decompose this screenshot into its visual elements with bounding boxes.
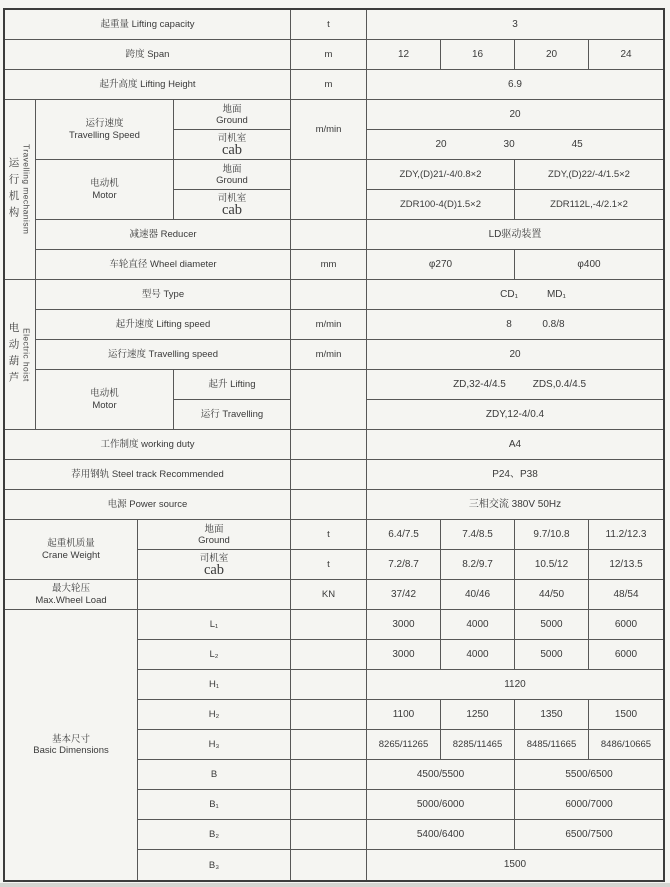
value-hoist-motor-travelling: ZDY,12-4/0.4 (367, 400, 663, 430)
unit-power-source-empty (291, 490, 367, 520)
unit-dim-b3-empty (291, 850, 367, 880)
unit-dim-l1-empty (291, 610, 367, 640)
scan-bottom-edge (0, 883, 670, 887)
sublabel-ground-en: Ground (216, 114, 248, 126)
unit-dim-h1-empty (291, 670, 367, 700)
group-electric-hoist-cn: 电动葫芦 (7, 321, 20, 388)
value-b2-right: 6500/7500 (515, 820, 663, 850)
value-l2-3: 5000 (515, 640, 589, 670)
value-motor-cab-right: ZDR112L,-4/2.1×2 (515, 190, 663, 220)
group-travelling-mechanism-en: Travelling mechanism (21, 144, 32, 235)
value-max-wheel-1: 37/42 (367, 580, 441, 610)
value-b-right: 5500/6500 (515, 760, 663, 790)
value-h3-2: 8285/11465 (441, 730, 515, 760)
value-motor-ground-right: ZDY,(D)22/-4/1.5×2 (515, 160, 663, 190)
sublabel-motor-ground (174, 160, 291, 190)
label-hoist-motor (36, 370, 174, 430)
value-motor-ground-left: ZDY,(D)21/-4/0.8×2 (367, 160, 515, 190)
sublabel-dim-l1: L₁ (138, 610, 291, 640)
unit-dim-h3-empty (291, 730, 367, 760)
sublabel-dim-h2: H₂ (138, 700, 291, 730)
value-weight-ground-2: 7.4/8.5 (441, 520, 515, 550)
value-weight-ground-1: 6.4/7.5 (367, 520, 441, 550)
value-b1-right: 6000/7000 (515, 790, 663, 820)
value-reducer: LD驱动装置 (367, 220, 663, 250)
sublabel-weight-cab (138, 550, 291, 580)
unit-dim-b2-empty (291, 820, 367, 850)
value-l2-2: 4000 (441, 640, 515, 670)
label-basic-dimensions-en: Basic Dimensions (33, 745, 109, 756)
value-span-24: 24 (589, 40, 663, 70)
value-wheel-diameter-left: φ270 (367, 250, 515, 280)
value-hoist-travel-speed: 20 (367, 340, 663, 370)
value-weight-cab-4: 12/13.5 (589, 550, 663, 580)
value-weight-cab-1: 7.2/8.7 (367, 550, 441, 580)
value-hoist-motor-lifting (367, 370, 663, 400)
value-lifting-speed (367, 310, 663, 340)
label-hoist-motor-cn: 电动机 (90, 388, 119, 399)
unit-hoist-travel-speed: m/min (291, 340, 367, 370)
value-lifting-speed-1: 8 (506, 318, 512, 330)
sublabel-motor-ground-en: Ground (216, 174, 248, 186)
label-travel-speed-en: Travelling Speed (69, 129, 140, 141)
sublabel-motor-ground-cn: 地面 (222, 163, 242, 175)
crane-spec-table (3, 8, 665, 882)
label-reducer: 减速器 Reducer (36, 220, 291, 250)
sublabel-dim-b3: B₃ (138, 850, 291, 880)
label-crane-weight-cn: 起重机质量 (47, 538, 95, 549)
unit-weight-cab: t (291, 550, 367, 580)
label-lifting-height: 起升高度 Lifting Height (5, 70, 291, 100)
value-weight-ground-3: 9.7/10.8 (515, 520, 589, 550)
label-crane-weight-en: Crane Weight (42, 549, 100, 561)
value-hoist-motor-lifting-2: ZDS,0.4/4.5 (532, 378, 587, 390)
value-h2-1: 1100 (367, 700, 441, 730)
value-lifting-height: 6.9 (367, 70, 663, 100)
value-working-duty: A4 (367, 430, 663, 460)
value-steel-track: P24、P38 (367, 460, 663, 490)
value-power-source: 三相交流 380V 50Hz (367, 490, 663, 520)
unit-type-empty (291, 280, 367, 310)
value-b1-left: 5000/6000 (367, 790, 515, 820)
sublabel-motor-cab-en: cab (221, 201, 243, 218)
value-b3: 1500 (503, 859, 527, 870)
value-travel-speed-cab (367, 130, 663, 160)
value-max-wheel-4: 48/54 (589, 580, 663, 610)
value-h3-3: 8485/11665 (515, 730, 589, 760)
unit-steel-track-empty (291, 460, 367, 490)
value-weight-cab-3: 10.5/12 (515, 550, 589, 580)
label-travel-motor-cn: 电动机 (90, 178, 119, 189)
unit-dim-b-empty (291, 760, 367, 790)
label-travel-speed (36, 100, 174, 160)
label-max-wheel-load-en: Max.Wheel Load (35, 594, 107, 606)
label-lifting-speed: 起升速度 Lifting speed (36, 310, 291, 340)
sublabel-dim-b1: B₁ (138, 790, 291, 820)
label-travel-speed-cn: 运行速度 (85, 118, 124, 129)
label-span: 跨度 Span (5, 40, 291, 70)
unit-max-wheel-load: KN (291, 580, 367, 610)
value-h3-1: 8265/11265 (367, 730, 441, 760)
sublabel-hoist-travelling: 运行 Travelling (174, 400, 291, 430)
label-basic-dimensions (5, 610, 138, 880)
value-weight-cab-2: 8.2/9.7 (441, 550, 515, 580)
value-l2-1: 3000 (367, 640, 441, 670)
label-working-duty: 工作制度 working duty (5, 430, 291, 460)
value-h2-2: 1250 (441, 700, 515, 730)
value-wheel-diameter-right: φ400 (515, 250, 663, 280)
label-wheel-diameter: 车轮直径 Wheel diameter (36, 250, 291, 280)
unit-travel-motor-empty (291, 160, 367, 220)
value-h1: 1120 (367, 670, 663, 700)
value-b-left: 4500/5500 (367, 760, 515, 790)
value-type-md: MD₁ (546, 288, 566, 300)
group-electric-hoist (5, 280, 36, 430)
value-l2-4: 6000 (589, 640, 663, 670)
label-hoist-travel-speed: 运行速度 Travelling speed (36, 340, 291, 370)
label-steel-track: 荐用钢轨 Steel track Recommended (5, 460, 291, 490)
label-power-source: 电源 Power source (5, 490, 291, 520)
label-crane-weight (5, 520, 138, 580)
value-span-20: 20 (515, 40, 589, 70)
unit-reducer-empty (291, 220, 367, 250)
group-electric-hoist-en: Electric hoist (21, 327, 32, 382)
label-hoist-motor-en: Motor (92, 399, 117, 411)
value-lifting-capacity: 3 (367, 10, 663, 40)
sublabel-dim-h1: H₁ (138, 670, 291, 700)
sublabel-cab-en: cab (221, 141, 243, 158)
value-h2-4: 1500 (589, 700, 663, 730)
value-l1-3: 5000 (515, 610, 589, 640)
label-type: 型号 Type (36, 280, 291, 310)
unit-lifting-height: m (291, 70, 367, 100)
unit-hoist-motor-empty (291, 370, 367, 430)
group-travelling-mechanism-cn: 运行机构 (7, 156, 20, 223)
sublabel-max-wheel-empty (138, 580, 291, 610)
label-lifting-capacity: 起重量 Lifting capacity (5, 10, 291, 40)
sublabel-ground-cn: 地面 (222, 103, 242, 115)
value-h2-3: 1350 (515, 700, 589, 730)
unit-dim-l2-empty (291, 640, 367, 670)
label-travel-motor (36, 160, 174, 220)
value-hoist-motor-lifting-1: ZD,32-4/4.5 (453, 378, 506, 390)
label-basic-dimensions-cn: 基本尺寸 (51, 733, 90, 745)
sublabel-weight-cab-en: cab (203, 561, 225, 578)
value-type (367, 280, 663, 310)
value-l1-2: 4000 (441, 610, 515, 640)
value-travel-speed-ground: 20 (367, 100, 663, 130)
unit-travel-speed: m/min (291, 100, 367, 160)
value-cab-speed-1: 20 (435, 138, 447, 150)
value-span-12: 12 (367, 40, 441, 70)
sublabel-dim-h3: H₃ (138, 730, 291, 760)
value-max-wheel-3: 44/50 (515, 580, 589, 610)
sublabel-hoist-lifting: 起升 Lifting (174, 370, 291, 400)
label-max-wheel-load (5, 580, 138, 610)
unit-span: m (291, 40, 367, 70)
label-travel-motor-en: Motor (92, 189, 117, 201)
unit-working-duty-empty (291, 430, 367, 460)
sublabel-weight-ground-cn: 地面 (204, 523, 224, 535)
sublabel-cab (174, 130, 291, 160)
sublabel-weight-cab-cn: 司机室 (199, 552, 229, 564)
sublabel-motor-cab-cn: 司机室 (217, 192, 247, 204)
label-max-wheel-load-cn: 最大轮压 (51, 583, 90, 594)
unit-wheel-diameter: mm (291, 250, 367, 280)
value-h3-4: 8486/10665 (589, 730, 663, 760)
value-weight-ground-4: 11.2/12.3 (589, 520, 663, 550)
value-span-16: 16 (441, 40, 515, 70)
value-l1-1: 3000 (367, 610, 441, 640)
sublabel-ground (174, 100, 291, 130)
value-cab-speed-3: 45 (571, 138, 583, 150)
value-max-wheel-2: 40/46 (441, 580, 515, 610)
value-type-cd: CD₁ (500, 288, 518, 300)
sublabel-weight-ground-en: Ground (198, 534, 230, 546)
sublabel-dim-b: B (138, 760, 291, 790)
value-b2-left: 5400/6400 (367, 820, 515, 850)
sublabel-motor-cab (174, 190, 291, 220)
value-cab-speed-2: 30 (503, 138, 515, 150)
value-motor-cab-left: ZDR100-4(D)1.5×2 (367, 190, 515, 220)
unit-lifting-speed: m/min (291, 310, 367, 340)
group-travelling-mechanism (5, 100, 36, 280)
unit-dim-h2-empty (291, 700, 367, 730)
unit-lifting-capacity: t (291, 10, 367, 40)
value-l1-4: 6000 (589, 610, 663, 640)
unit-weight-ground: t (291, 520, 367, 550)
sublabel-weight-ground (138, 520, 291, 550)
unit-dim-b1-empty (291, 790, 367, 820)
sublabel-dim-l2: L₂ (138, 640, 291, 670)
value-lifting-speed-2: 0.8/8 (542, 318, 565, 330)
sublabel-dim-b2: B₂ (138, 820, 291, 850)
sublabel-cab-cn: 司机室 (217, 132, 247, 144)
